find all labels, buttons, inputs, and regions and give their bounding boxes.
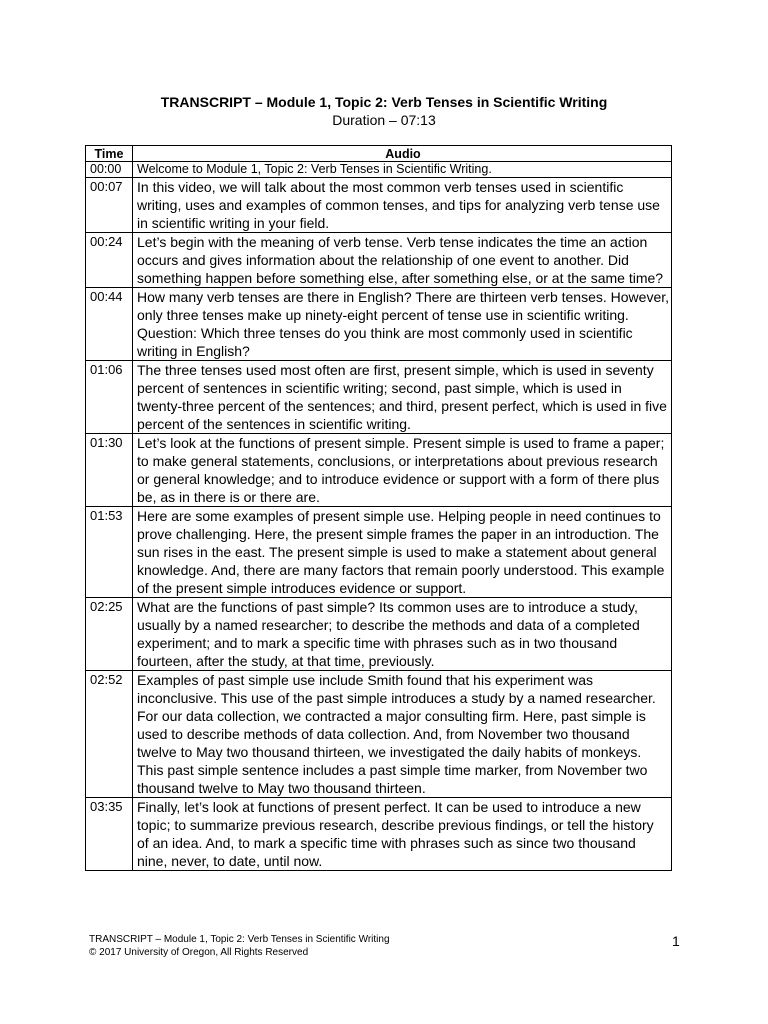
table-row	[86, 361, 672, 434]
table-row	[86, 434, 672, 507]
timestamp-cell: 02:52	[86, 671, 133, 798]
timestamp-cell: 01:06	[86, 361, 133, 434]
footer-title: TRANSCRIPT – Module 1, Topic 2: Verb Tenses in Scientific Writing	[89, 934, 390, 945]
table-row	[86, 671, 672, 798]
audio-column-header: Audio	[133, 146, 672, 162]
page-number: 1	[672, 933, 680, 949]
table-row	[86, 233, 672, 288]
audio-cell: Examples of past simple use include Smith found that his experiment was inconclusive. This use of the past simple introduces a study by a named researcher. For our data collection, we contracted a major consulting firm. Here, past simple is used to describe methods of data collection. And, from November two thousand twelve to May two thousand thirteen, we investigated the daily habits of monkeys. This past simple sentence includes a past simple time marker, from November two thousand twelve to May two thousand thirteen.	[133, 671, 672, 798]
table-row	[86, 162, 672, 178]
time-column-header: Time	[86, 146, 133, 162]
timestamp-cell: 01:53	[86, 507, 133, 598]
table-row	[86, 288, 672, 361]
audio-cell: In this video, we will talk about the most common verb tenses used in scientific writing, uses and examples of common tenses, and tips for analyzing verb tense use in scientific writing in your field.	[133, 178, 672, 233]
table-row	[86, 598, 672, 671]
timestamp-cell: 03:35	[86, 798, 133, 871]
timestamp-cell: 01:30	[86, 434, 133, 507]
audio-cell: Here are some examples of present simple use. Helping people in need continues to prove challenging. Here, the present simple frames the paper in an introduction. The sun rises in the east. The present simple is used to make a statement about general knowledge. And, there are many factors that remain poorly understood. This example of the present simple introduces evidence or support.	[133, 507, 672, 598]
timestamp-cell: 00:24	[86, 233, 133, 288]
audio-cell: The three tenses used most often are first, present simple, which is used in seventy percent of sentences in scientific writing; second, past simple, which is used in twenty-three percent of the sentences; and third, present perfect, which is used in five percent of the sentences in scientific writing.	[133, 361, 672, 434]
timestamp-cell: 00:00	[86, 162, 133, 178]
audio-cell: What are the functions of past simple? Its common uses are to introduce a study, usually by a named researcher; to describe the methods and data of a completed experiment; and to mark a specific time with phrases such as in two thousand fourteen, after the study, at that time, previously.	[133, 598, 672, 671]
timestamp-cell: 00:44	[86, 288, 133, 361]
page-footer	[89, 934, 390, 959]
audio-cell: How many verb tenses are there in English? There are thirteen verb tenses. However, only three tenses make up ninety-eight percent of tense use in scientific writing. Question: Which three tenses do you think are most commonly used in scientific writing in English?	[133, 288, 672, 361]
timestamp-cell: 00:07	[86, 178, 133, 233]
audio-cell: Let’s look at the functions of present simple. Present simple is used to frame a paper; to make general statements, conclusions, or interpretations about previous research or general knowledge; and to introduce evidence or support with a form of there plus be, as in there is or there are.	[133, 434, 672, 507]
footer-copyright: © 2017 University of Oregon, All Rights Reserved	[89, 946, 309, 958]
table-row	[86, 507, 672, 598]
table-row	[86, 178, 672, 233]
transcript-table	[85, 145, 672, 871]
table-row	[86, 798, 672, 871]
duration-label: Duration – 07:13	[332, 112, 436, 128]
document-title: TRANSCRIPT – Module 1, Topic 2: Verb Tenses in Scientific Writing	[160, 94, 608, 110]
audio-cell: Let’s begin with the meaning of verb tense. Verb tense indicates the time an action occurs and gives information about the relationship of one event to another. Did something happen before something else, after something else, or at the same time?	[133, 233, 672, 288]
timestamp-cell: 02:25	[86, 598, 133, 671]
audio-cell: Finally, let’s look at functions of present perfect. It can be used to introduce a new topic; to summarize previous research, describe previous findings, or tell the history of an idea. And, to mark a specific time with phrases such as since two thousand nine, never, to date, until now.	[133, 798, 672, 871]
audio-cell: Welcome to Module 1, Topic 2: Verb Tenses in Scientific Writing.	[133, 162, 672, 178]
table-header-row	[86, 146, 672, 162]
